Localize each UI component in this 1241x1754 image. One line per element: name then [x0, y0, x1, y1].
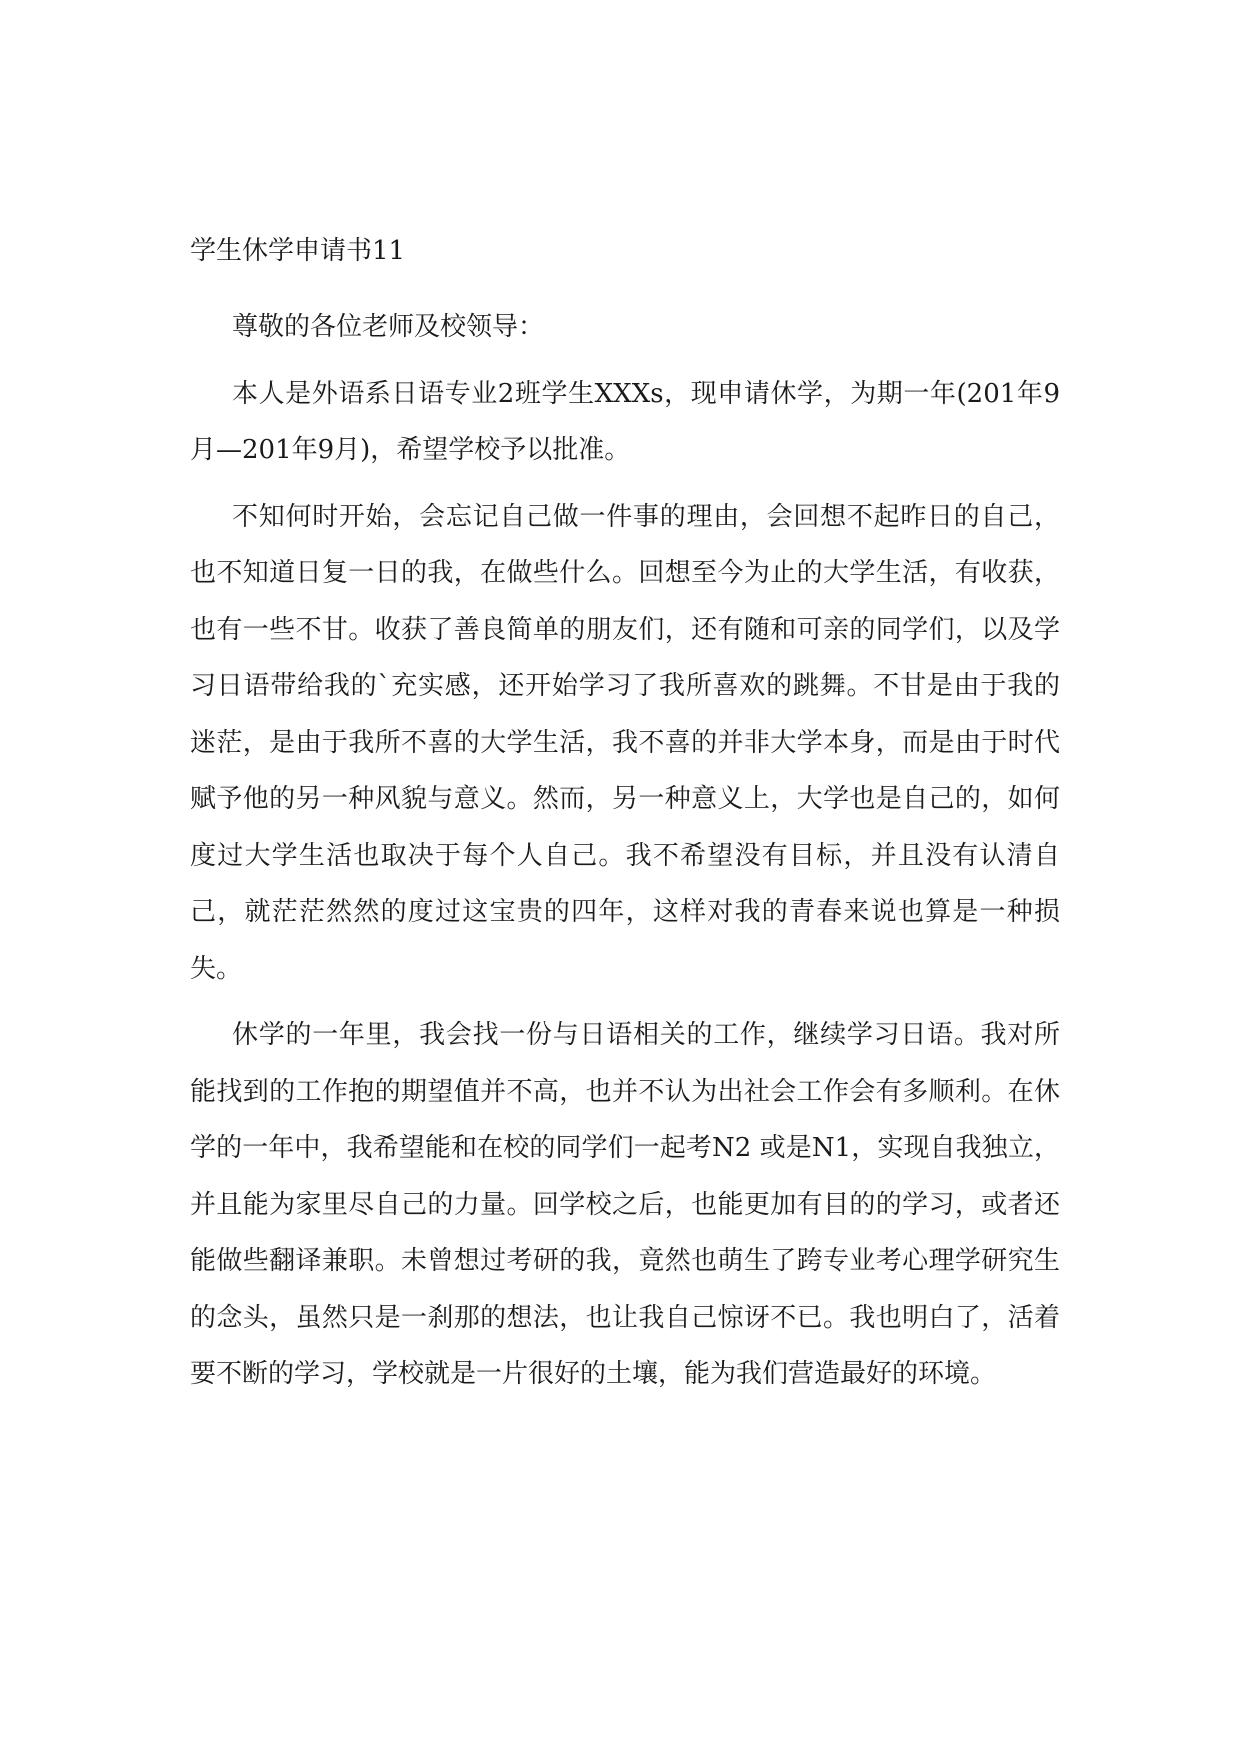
document-body: [190, 223, 1060, 1413]
paragraph-application: 本人是外语系日语专业2班学生XXXs，现申请休学，为期一年(201年9月—201年9月)，希望学校予以批准。: [190, 378, 1060, 465]
document-title: 学生休学申请书11: [190, 236, 406, 266]
paragraph-plans: 休学的一年里，我会找一份与日语相关的工作，继续学习日语。我对所能找到的工作抱的期望值并不高，也并不认为出社会工作会有多顺利。在休学的一年中，我希望能和在校的同学们一起考N2 或是N1，实现自我独立，并且能为家里尽自己的力量。回学校之后，也能更加有目的的学习，或者还能做些翻译兼职。未曾想过考研的我，竟然也萌生了跨专业考心理学研究生的念头，虽然只是一刹那的想法，也让我自己惊讶不已。我也明白了，活着要不断的学习，学校就是一片很好的土壤，能为我们营造最好的环境。: [190, 1020, 1060, 1389]
salutation: 尊敬的各位老师及校领导：: [232, 312, 545, 342]
paragraph-reasons: 不知何时开始，会忘记自己做一件事的理由，会回想不起昨日的自己，也不知道日复一日的我，在做些什么。回想至今为止的大学生活，有收获，也有一些不甘。收获了善良简单的朋友们，还有随和可亲的同学们，以及学习日语带给我的`充实感，还开始学习了我所喜欢的跳舞。不甘是由于我的迷茫，是由于我所不喜的大学生活，我不喜的并非大学本身，而是由于时代赋予他的另一种风貌与意义。然而，另一种意义上，大学也是自己的，如何度过大学生活也取决于每个人自己。我不希望没有目标，并且没有认清自己，就茫茫然然的度过这宝贵的四年，这样对我的青春来说也算是一种损失。: [190, 501, 1060, 984]
